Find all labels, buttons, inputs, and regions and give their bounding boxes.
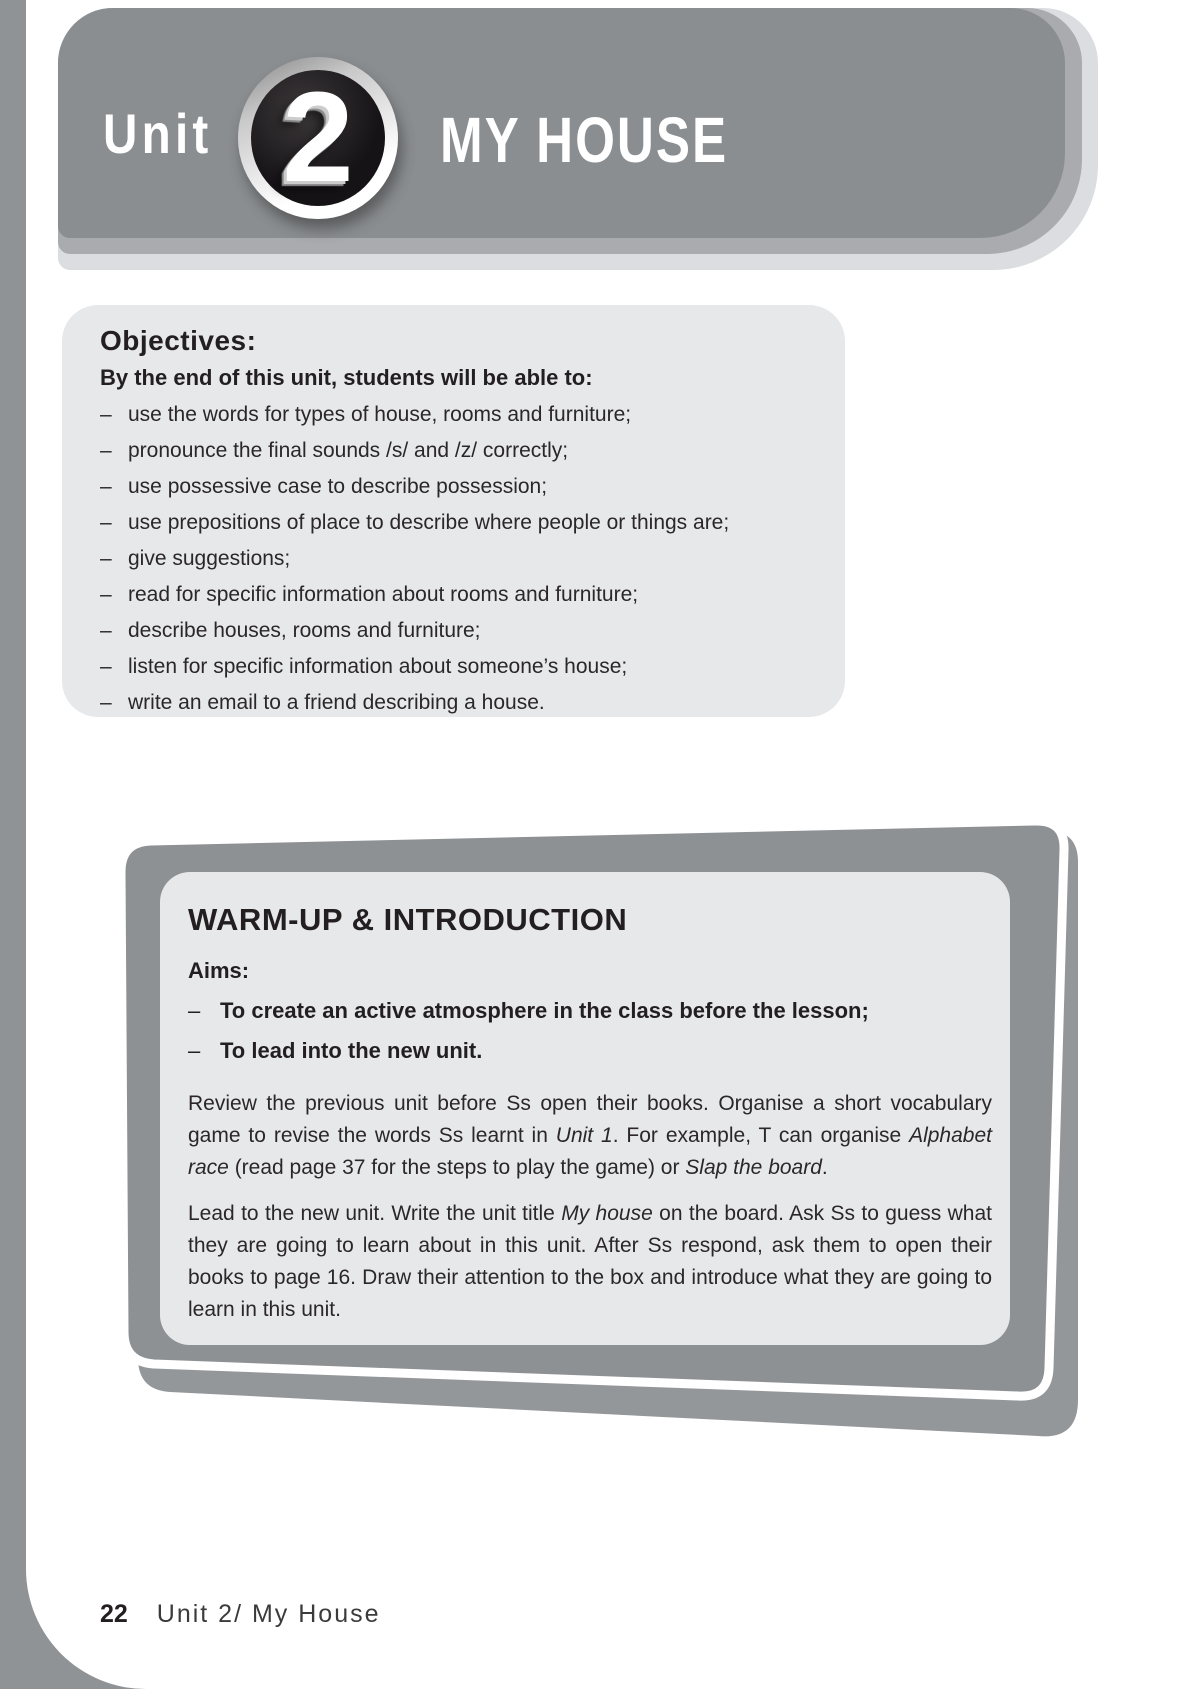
list-dash: – <box>100 511 112 534</box>
italic-text: Unit 1 <box>555 1124 613 1147</box>
italic-text: My house <box>561 1202 653 1225</box>
objective-item <box>100 511 805 534</box>
objective-item <box>100 403 805 426</box>
objective-item-text: use the words for types of house, rooms and furniture; <box>128 403 632 426</box>
body-text: . <box>821 1156 828 1179</box>
footer-title: Unit 2/ My House <box>156 1600 381 1628</box>
objective-item-text: read for specific information about rooms and furniture; <box>128 583 639 606</box>
warmup-paragraphs <box>188 1088 992 1326</box>
body-text: . For example, T can organise <box>612 1124 910 1147</box>
list-dash: – <box>100 583 112 606</box>
objective-item-text: give suggestions; <box>128 547 291 570</box>
objective-item-text: pronounce the final sounds /s/ and /z/ correctly; <box>128 439 569 462</box>
warmup-heading: WARM-UP & INTRODUCTION <box>188 902 628 937</box>
objective-item-text: use possessive case to describe possession; <box>128 475 548 498</box>
body-text: Review the previous unit before Ss open their books. Organise a short vocabulary game to revise the words Ss learnt in <box>188 1092 992 1147</box>
objective-item <box>100 655 805 678</box>
objective-item-text: listen for specific information about someone’s house; <box>128 655 628 678</box>
aim-item-text: To lead into the new unit. <box>220 1038 483 1063</box>
aim-item <box>188 1038 992 1064</box>
header-banner <box>58 8 1065 238</box>
objectives-heading: Objectives: <box>100 325 257 356</box>
unit-number-badge <box>238 57 398 219</box>
objective-item-text: use prepositions of place to describe where people or things are; <box>128 511 730 534</box>
unit-number: 2 <box>282 66 354 209</box>
list-dash: – <box>188 998 201 1023</box>
list-dash: – <box>100 547 112 570</box>
italic-text: Slap the board <box>685 1156 822 1179</box>
body-text: on the board. Ask Ss to guess what they are going to learn about in this unit. After Ss respond, ask them to open their books to page 16. Draw their attention to the box and introduce what they are going to learn in this unit. <box>188 1202 992 1321</box>
objective-item <box>100 691 805 714</box>
warmup-panel <box>160 872 1010 1345</box>
body-text: (read page 37 for the steps to play the game) or <box>228 1156 686 1179</box>
list-dash: – <box>100 475 112 498</box>
body-text: Lead to the new unit. Write the unit title <box>188 1202 562 1225</box>
list-dash: – <box>100 655 112 678</box>
objective-item <box>100 475 805 498</box>
page-footer <box>100 1600 381 1628</box>
list-dash: – <box>100 439 112 462</box>
italic-text: Alphabet race <box>188 1124 992 1179</box>
list-dash: – <box>100 619 112 642</box>
objective-item <box>100 439 805 462</box>
objectives-panel <box>62 305 845 717</box>
unit-label: Unit <box>103 102 213 165</box>
unit-title: MY HOUSE <box>440 104 729 176</box>
list-dash: – <box>100 691 112 714</box>
aim-item-text: To create an active atmosphere in the class before the lesson; <box>220 998 869 1023</box>
page-left-edge-strip <box>0 0 26 1689</box>
objective-item-text: write an email to a friend describing a house. <box>128 691 545 714</box>
objectives-intro: By the end of this unit, students will be able to: <box>100 365 593 390</box>
list-dash: – <box>100 403 112 426</box>
warmup-paragraph <box>188 1198 992 1326</box>
aim-item <box>188 998 992 1024</box>
objective-item-text: describe houses, rooms and furniture; <box>128 619 481 642</box>
objectives-list <box>100 403 805 714</box>
unit-number-badge-inner <box>251 66 385 209</box>
list-dash: – <box>188 1038 201 1063</box>
warmup-aims-list <box>188 998 992 1064</box>
warmup-paragraph <box>188 1088 992 1184</box>
objective-item <box>100 583 805 606</box>
objective-item <box>100 547 805 570</box>
objective-item <box>100 619 805 642</box>
page-number: 22 <box>100 1600 128 1628</box>
warmup-aims-label: Aims: <box>188 958 250 983</box>
